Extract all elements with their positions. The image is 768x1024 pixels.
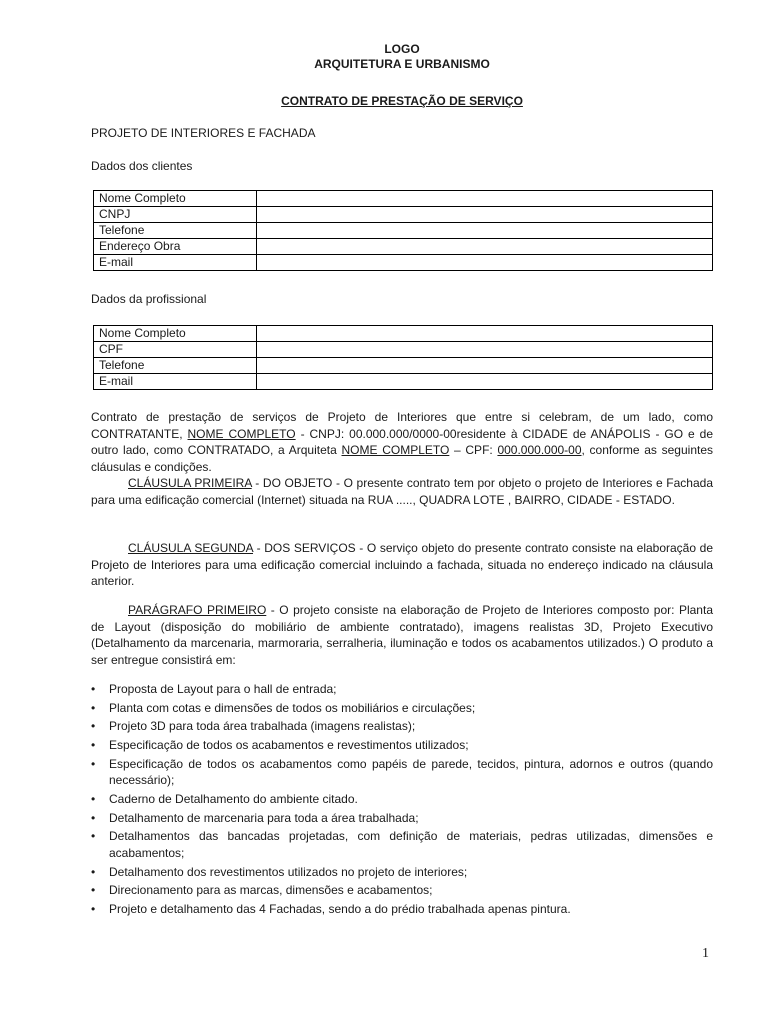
field-value bbox=[257, 326, 713, 342]
bullet-icon: • bbox=[91, 700, 96, 715]
list-item bbox=[91, 864, 713, 881]
field-value bbox=[257, 342, 713, 358]
bullet-icon: • bbox=[91, 810, 96, 825]
list-item bbox=[91, 700, 713, 717]
list-item bbox=[91, 791, 713, 808]
intro-text: Contrato de prestação de serviços de Projeto de Interiores que entre si celebram, de um lado, como CONTRATANTE, bbox=[91, 410, 713, 441]
bullet-icon: • bbox=[91, 738, 96, 753]
table-row bbox=[94, 358, 713, 374]
field-label: Nome Completo bbox=[94, 191, 257, 207]
table-row bbox=[94, 326, 713, 342]
field-label: CNPJ bbox=[94, 207, 257, 223]
professional-table bbox=[93, 325, 713, 390]
contract-title: CONTRATO DE PRESTAÇÃO DE SERVIÇO bbox=[281, 94, 523, 108]
table-row bbox=[94, 191, 713, 207]
bullet-icon: • bbox=[91, 901, 96, 916]
page-number: 1 bbox=[702, 946, 709, 961]
list-item-text: Proposta de Layout para o hall de entrada; bbox=[109, 682, 337, 696]
bullet-icon: • bbox=[91, 864, 96, 879]
contractor-name: NOME COMPLETO bbox=[187, 426, 296, 441]
clause-first bbox=[91, 475, 713, 508]
table-row bbox=[94, 255, 713, 271]
firm-name: ARQUITETURA E URBANISMO bbox=[314, 57, 490, 71]
list-item-text: Especificação de todos os acabamentos e revestimentos utilizados; bbox=[109, 738, 469, 753]
list-item-text: Caderno de Detalhamento do ambiente citado. bbox=[109, 791, 358, 806]
clients-heading: Dados dos clientes bbox=[91, 159, 193, 173]
field-value bbox=[257, 191, 713, 207]
field-value bbox=[257, 207, 713, 223]
intro-paragraph bbox=[91, 409, 713, 475]
list-item-text: Projeto 3D para toda área trabalhada (imagens realistas); bbox=[109, 719, 416, 734]
bullet-icon: • bbox=[91, 883, 96, 898]
paragraph-label: PARÁGRAFO PRIMEIRO bbox=[128, 603, 267, 617]
list-item-text: Projeto e detalhamento das 4 Fachadas, sendo a do prédio trabalhada apenas pintura. bbox=[109, 901, 571, 916]
letterhead bbox=[91, 42, 713, 72]
clause-label: CLÁUSULA PRIMEIRA bbox=[128, 476, 252, 490]
clause-text: - DO OBJETO - O presente contrato tem por objeto o projeto de Interiores e Fachada para uma edificação comercial (Internet) situada na RUA ....., QUADRA LOTE , BAIRRO, CIDADE - ESTADO. bbox=[91, 476, 714, 507]
bullet-icon: • bbox=[91, 791, 96, 806]
list-item bbox=[91, 756, 713, 789]
table-row bbox=[94, 207, 713, 223]
table-row bbox=[94, 374, 713, 390]
bullet-icon: • bbox=[91, 829, 96, 844]
field-label: Endereço Obra bbox=[94, 239, 257, 255]
field-label: CPF bbox=[94, 342, 257, 358]
field-value bbox=[257, 223, 713, 239]
clause-text: - DOS SERVIÇOS - O serviço objeto do presente contrato consiste na elaboração de Projeto de Interiores para uma edificação comercial incluindo a fachada, situada no endereço indicado na cláusula anterior. bbox=[91, 541, 713, 588]
list-item-text: Direcionamento para as marcas, dimensões e acabamentos; bbox=[109, 883, 433, 898]
field-value bbox=[257, 374, 713, 390]
list-item-text: Planta com cotas e dimensões de todos os mobiliários e circulações; bbox=[109, 700, 476, 715]
list-item-text: Detalhamento de marcenaria para toda a área trabalhada; bbox=[109, 810, 419, 825]
intro-text: – CPF: bbox=[449, 443, 498, 457]
table-row bbox=[94, 239, 713, 255]
list-item bbox=[91, 718, 713, 735]
clause-label: CLÁUSULA SEGUNDA bbox=[128, 541, 253, 555]
intro-text: - CNPJ: 00.000.000/0000-00residente à CIDADE de ANÁPOLIS - GO e de outro lado, como CONTRATADO, a Arquiteta bbox=[91, 426, 714, 457]
table-row bbox=[94, 223, 713, 239]
field-label: Telefone bbox=[94, 223, 257, 239]
professional-heading: Dados da profissional bbox=[91, 292, 207, 306]
intro-text: , conforme as seguintes cláusulas e condições. bbox=[91, 443, 714, 474]
logo-placeholder: LOGO bbox=[384, 42, 420, 56]
field-value bbox=[257, 358, 713, 374]
list-item-text: Especificação de todos os acabamentos como papéis de parede, tecidos, pintura, adornos e outros (quando necessário); bbox=[109, 756, 713, 788]
list-item bbox=[91, 882, 713, 899]
list-item bbox=[91, 810, 713, 827]
bullet-icon: • bbox=[91, 756, 96, 771]
list-item bbox=[91, 901, 713, 918]
field-label: E-mail bbox=[94, 374, 257, 390]
paragraph-first bbox=[91, 602, 713, 668]
list-item bbox=[91, 737, 713, 754]
clients-table bbox=[93, 190, 713, 271]
bullet-icon: • bbox=[91, 682, 96, 696]
paragraph-text: - O projeto consiste na elaboração de Projeto de Interiores composto por: Planta de Layout (disposição do mobiliário de ambiente contratado), imagens realistas 3D, Projeto Executivo (Detalhamento da marcenaria, marmoraria, serralheria, iluminação e todos os acabamentos utilizados.) O produto a ser entregue consistirá em: bbox=[91, 603, 713, 667]
field-label: Nome Completo bbox=[94, 326, 257, 342]
field-label: E-mail bbox=[94, 255, 257, 271]
bullet-icon: • bbox=[91, 719, 96, 734]
field-label: Telefone bbox=[94, 358, 257, 374]
list-item-text: Detalhamentos das bancadas projetadas, com definição de materiais, pedras utilizadas, dimensões e acabamentos; bbox=[109, 829, 713, 860]
list-item bbox=[91, 681, 713, 698]
list-item-text: Detalhamento dos revestimentos utilizados no projeto de interiores; bbox=[109, 864, 468, 879]
table-row bbox=[94, 342, 713, 358]
list-item bbox=[91, 828, 713, 861]
architect-name: NOME COMPLETO bbox=[341, 443, 450, 457]
deliverables-list bbox=[91, 681, 713, 920]
architect-cpf: 000.000.000-00 bbox=[497, 443, 582, 457]
clause-second bbox=[91, 540, 713, 590]
project-label: PROJETO DE INTERIORES E FACHADA bbox=[91, 126, 316, 140]
field-value bbox=[257, 239, 713, 255]
field-value bbox=[257, 255, 713, 271]
